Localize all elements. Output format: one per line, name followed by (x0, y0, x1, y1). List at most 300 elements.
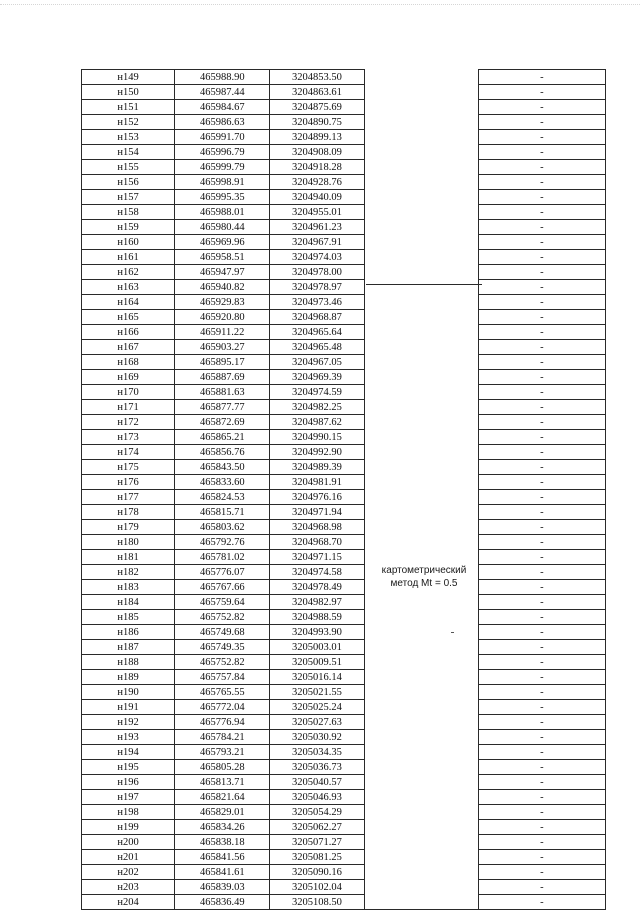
method-cell-empty (364, 595, 478, 610)
accuracy-cell: - (478, 325, 605, 340)
table-row (82, 670, 606, 685)
x-coordinate-cell: 465991.70 (175, 130, 270, 145)
x-coordinate-cell: 465865.21 (175, 430, 270, 445)
method-cell-empty (364, 85, 478, 100)
point-id-cell: н150 (82, 85, 175, 100)
table-row (82, 625, 606, 640)
method-cell-empty (364, 505, 478, 520)
accuracy-cell: - (478, 295, 605, 310)
x-coordinate-cell: 465784.21 (175, 730, 270, 745)
point-id-cell: н195 (82, 760, 175, 775)
table-row (82, 895, 606, 910)
table-row (82, 490, 606, 505)
y-coordinate-cell: 3205009.51 (270, 655, 364, 670)
y-coordinate-cell: 3204968.87 (270, 310, 364, 325)
point-id-cell: н163 (82, 280, 175, 295)
accuracy-cell: - (478, 805, 605, 820)
table-row (82, 340, 606, 355)
accuracy-cell: - (478, 280, 605, 295)
scan-speck (451, 632, 454, 633)
y-coordinate-cell: 3205003.01 (270, 640, 364, 655)
accuracy-cell: - (478, 835, 605, 850)
method-cell-empty (364, 280, 478, 295)
method-cell-empty (364, 325, 478, 340)
x-coordinate-cell: 465843.50 (175, 460, 270, 475)
accuracy-cell: - (478, 385, 605, 400)
accuracy-cell: - (478, 550, 605, 565)
y-coordinate-cell: 3204928.76 (270, 175, 364, 190)
point-id-cell: н170 (82, 385, 175, 400)
method-cell-empty (364, 775, 478, 790)
method-cell-empty (364, 790, 478, 805)
accuracy-cell: - (478, 445, 605, 460)
y-coordinate-cell: 3204890.75 (270, 115, 364, 130)
y-coordinate-cell: 3204978.97 (270, 280, 364, 295)
table-row (82, 565, 606, 580)
accuracy-cell: - (478, 850, 605, 865)
y-coordinate-cell: 3204969.39 (270, 370, 364, 385)
table-row (82, 460, 606, 475)
x-coordinate-cell: 465999.79 (175, 160, 270, 175)
y-coordinate-cell: 3204982.97 (270, 595, 364, 610)
y-coordinate-cell: 3204989.39 (270, 460, 364, 475)
method-cell-empty (364, 430, 478, 445)
point-id-cell: н173 (82, 430, 175, 445)
y-coordinate-cell: 3205021.55 (270, 685, 364, 700)
y-coordinate-cell: 3204961.23 (270, 220, 364, 235)
table-row (82, 70, 606, 85)
accuracy-cell: - (478, 205, 605, 220)
table-row (82, 370, 606, 385)
method-cell-empty (364, 730, 478, 745)
table-row (82, 790, 606, 805)
x-coordinate-cell: 465841.61 (175, 865, 270, 880)
accuracy-cell: - (478, 730, 605, 745)
y-coordinate-cell: 3205025.24 (270, 700, 364, 715)
accuracy-cell: - (478, 415, 605, 430)
method-cell-empty (364, 340, 478, 355)
table-row (82, 400, 606, 415)
method-cell-empty (364, 550, 478, 565)
x-coordinate-cell: 465856.76 (175, 445, 270, 460)
method-cell-empty (364, 160, 478, 175)
table-row (82, 700, 606, 715)
x-coordinate-cell: 465805.28 (175, 760, 270, 775)
accuracy-cell: - (478, 655, 605, 670)
y-coordinate-cell: 3205102.04 (270, 880, 364, 895)
table-row (82, 655, 606, 670)
table-row (82, 385, 606, 400)
accuracy-cell: - (478, 895, 605, 910)
point-id-cell: н162 (82, 265, 175, 280)
x-coordinate-cell: 465752.82 (175, 610, 270, 625)
accuracy-cell: - (478, 490, 605, 505)
point-id-cell: н197 (82, 790, 175, 805)
method-cell-empty (364, 310, 478, 325)
accuracy-cell: - (478, 370, 605, 385)
method-group-divider (366, 284, 482, 285)
accuracy-cell: - (478, 565, 605, 580)
table-row (82, 775, 606, 790)
x-coordinate-cell: 465872.69 (175, 415, 270, 430)
x-coordinate-cell: 465781.02 (175, 550, 270, 565)
table-row (82, 310, 606, 325)
x-coordinate-cell: 465765.55 (175, 685, 270, 700)
table-row (82, 355, 606, 370)
y-coordinate-cell: 3205040.57 (270, 775, 364, 790)
y-coordinate-cell: 3205090.16 (270, 865, 364, 880)
x-coordinate-cell: 465821.64 (175, 790, 270, 805)
y-coordinate-cell: 3205034.35 (270, 745, 364, 760)
x-coordinate-cell: 465929.83 (175, 295, 270, 310)
table-row (82, 745, 606, 760)
accuracy-cell: - (478, 580, 605, 595)
y-coordinate-cell: 3204971.94 (270, 505, 364, 520)
y-coordinate-cell: 3204899.13 (270, 130, 364, 145)
accuracy-cell: - (478, 625, 605, 640)
method-cell-empty (364, 220, 478, 235)
method-cell-empty (364, 295, 478, 310)
table-row (82, 145, 606, 160)
method-cell-empty (364, 670, 478, 685)
point-id-cell: н164 (82, 295, 175, 310)
accuracy-cell: - (478, 220, 605, 235)
accuracy-cell: - (478, 250, 605, 265)
y-coordinate-cell: 3205030.92 (270, 730, 364, 745)
x-coordinate-cell: 465792.76 (175, 535, 270, 550)
x-coordinate-cell: 465772.04 (175, 700, 270, 715)
x-coordinate-cell: 465836.49 (175, 895, 270, 910)
x-coordinate-cell: 465793.21 (175, 745, 270, 760)
x-coordinate-cell: 465834.26 (175, 820, 270, 835)
accuracy-cell: - (478, 820, 605, 835)
x-coordinate-cell: 465776.07 (175, 565, 270, 580)
x-coordinate-cell: 465877.77 (175, 400, 270, 415)
point-id-cell: н160 (82, 235, 175, 250)
table-row (82, 595, 606, 610)
table-row (82, 865, 606, 880)
table-row (82, 715, 606, 730)
accuracy-cell: - (478, 265, 605, 280)
y-coordinate-cell: 3204971.15 (270, 550, 364, 565)
x-coordinate-cell: 465833.60 (175, 475, 270, 490)
table-row (82, 580, 606, 595)
point-id-cell: н185 (82, 610, 175, 625)
table-row (82, 835, 606, 850)
table-row (82, 415, 606, 430)
method-cell-empty (364, 130, 478, 145)
point-id-cell: н199 (82, 820, 175, 835)
point-id-cell: н184 (82, 595, 175, 610)
y-coordinate-cell: 3204987.62 (270, 415, 364, 430)
y-coordinate-cell: 3204982.25 (270, 400, 364, 415)
x-coordinate-cell: 465987.44 (175, 85, 270, 100)
table-row (82, 190, 606, 205)
point-id-cell: н179 (82, 520, 175, 535)
y-coordinate-cell: 3204993.90 (270, 625, 364, 640)
method-cell-empty (364, 460, 478, 475)
y-coordinate-cell: 3205081.25 (270, 850, 364, 865)
method-cell-empty (364, 115, 478, 130)
method-cell-empty (364, 520, 478, 535)
table-row (82, 430, 606, 445)
point-id-cell: н180 (82, 535, 175, 550)
y-coordinate-cell: 3204875.69 (270, 100, 364, 115)
accuracy-cell: - (478, 400, 605, 415)
method-cell-empty (364, 265, 478, 280)
point-id-cell: н182 (82, 565, 175, 580)
x-coordinate-cell: 465980.44 (175, 220, 270, 235)
method-cell-empty (364, 145, 478, 160)
y-coordinate-cell: 3204978.49 (270, 580, 364, 595)
y-coordinate-cell: 3204853.50 (270, 70, 364, 85)
x-coordinate-cell: 465824.53 (175, 490, 270, 505)
method-cell-empty (364, 250, 478, 265)
y-coordinate-cell: 3204988.59 (270, 610, 364, 625)
table-row (82, 130, 606, 145)
y-coordinate-cell: 3204955.01 (270, 205, 364, 220)
accuracy-cell: - (478, 505, 605, 520)
point-id-cell: н174 (82, 445, 175, 460)
accuracy-cell: - (478, 190, 605, 205)
table-row (82, 175, 606, 190)
table-row (82, 100, 606, 115)
point-id-cell: н192 (82, 715, 175, 730)
x-coordinate-cell: 465767.66 (175, 580, 270, 595)
accuracy-cell: - (478, 610, 605, 625)
method-cell-empty (364, 70, 478, 85)
y-coordinate-cell: 3204968.70 (270, 535, 364, 550)
y-coordinate-cell: 3204918.28 (270, 160, 364, 175)
point-id-cell: н154 (82, 145, 175, 160)
x-coordinate-cell: 465995.35 (175, 190, 270, 205)
table-row (82, 205, 606, 220)
point-id-cell: н201 (82, 850, 175, 865)
method-cell-empty (364, 625, 478, 640)
accuracy-cell: - (478, 520, 605, 535)
method-cell-empty (364, 235, 478, 250)
table-row (82, 760, 606, 775)
point-id-cell: н202 (82, 865, 175, 880)
y-coordinate-cell: 3204974.59 (270, 385, 364, 400)
y-coordinate-cell: 3205036.73 (270, 760, 364, 775)
table-row (82, 325, 606, 340)
method-cell-empty (364, 535, 478, 550)
x-coordinate-cell: 465887.69 (175, 370, 270, 385)
point-id-cell: н204 (82, 895, 175, 910)
point-id-cell: н183 (82, 580, 175, 595)
x-coordinate-cell: 465986.63 (175, 115, 270, 130)
method-cell-empty (364, 700, 478, 715)
point-id-cell: н166 (82, 325, 175, 340)
x-coordinate-cell: 465940.82 (175, 280, 270, 295)
point-id-cell: н161 (82, 250, 175, 265)
method-cell-empty (364, 850, 478, 865)
table-row (82, 85, 606, 100)
method-cell-empty (364, 895, 478, 910)
x-coordinate-cell: 465998.91 (175, 175, 270, 190)
table-row (82, 850, 606, 865)
x-coordinate-cell: 465749.35 (175, 640, 270, 655)
point-id-cell: н157 (82, 190, 175, 205)
accuracy-cell: - (478, 100, 605, 115)
method-cell-empty (364, 760, 478, 775)
x-coordinate-cell: 465996.79 (175, 145, 270, 160)
method-cell-empty (364, 415, 478, 430)
x-coordinate-cell: 465752.82 (175, 655, 270, 670)
table-row (82, 550, 606, 565)
point-id-cell: н203 (82, 880, 175, 895)
table-row (82, 640, 606, 655)
accuracy-cell: - (478, 700, 605, 715)
y-coordinate-cell: 3205016.14 (270, 670, 364, 685)
point-id-cell: н165 (82, 310, 175, 325)
point-id-cell: н168 (82, 355, 175, 370)
accuracy-cell: - (478, 340, 605, 355)
accuracy-cell: - (478, 670, 605, 685)
accuracy-cell: - (478, 85, 605, 100)
point-id-cell: н156 (82, 175, 175, 190)
table-row (82, 730, 606, 745)
x-coordinate-cell: 465895.17 (175, 355, 270, 370)
y-coordinate-cell: 3204973.46 (270, 295, 364, 310)
accuracy-cell: - (478, 595, 605, 610)
method-cell-empty (364, 835, 478, 850)
accuracy-cell: - (478, 790, 605, 805)
point-id-cell: н189 (82, 670, 175, 685)
point-id-cell: н172 (82, 415, 175, 430)
y-coordinate-cell: 3204967.91 (270, 235, 364, 250)
accuracy-cell: - (478, 535, 605, 550)
accuracy-cell: - (478, 685, 605, 700)
x-coordinate-cell: 465759.64 (175, 595, 270, 610)
accuracy-cell: - (478, 175, 605, 190)
y-coordinate-cell: 3204976.16 (270, 490, 364, 505)
table-row (82, 685, 606, 700)
point-id-cell: н155 (82, 160, 175, 175)
table-row (82, 445, 606, 460)
accuracy-cell: - (478, 355, 605, 370)
method-cell-empty (364, 715, 478, 730)
point-id-cell: н158 (82, 205, 175, 220)
table-row (82, 880, 606, 895)
y-coordinate-cell: 3204908.09 (270, 145, 364, 160)
y-coordinate-cell: 3204940.09 (270, 190, 364, 205)
accuracy-cell: - (478, 865, 605, 880)
x-coordinate-cell: 465838.18 (175, 835, 270, 850)
method-cell-empty (364, 100, 478, 115)
point-id-cell: н181 (82, 550, 175, 565)
point-id-cell: н187 (82, 640, 175, 655)
accuracy-cell: - (478, 430, 605, 445)
method-cell-empty (364, 865, 478, 880)
table-row (82, 475, 606, 490)
point-id-cell: н188 (82, 655, 175, 670)
accuracy-cell: - (478, 745, 605, 760)
y-coordinate-cell: 3205062.27 (270, 820, 364, 835)
method-cell-empty (364, 655, 478, 670)
accuracy-cell: - (478, 775, 605, 790)
y-coordinate-cell: 3204965.48 (270, 340, 364, 355)
y-coordinate-cell: 3204974.03 (270, 250, 364, 265)
x-coordinate-cell: 465803.62 (175, 520, 270, 535)
point-id-cell: н169 (82, 370, 175, 385)
method-cell (366, 564, 482, 590)
x-coordinate-cell: 465984.67 (175, 100, 270, 115)
point-id-cell: н171 (82, 400, 175, 415)
point-id-cell: н153 (82, 130, 175, 145)
method-cell-empty (364, 475, 478, 490)
y-coordinate-cell: 3205046.93 (270, 790, 364, 805)
y-coordinate-cell: 3205027.63 (270, 715, 364, 730)
table-row (82, 535, 606, 550)
method-cell-empty (364, 175, 478, 190)
table-row (82, 295, 606, 310)
method-cell-empty (364, 400, 478, 415)
y-coordinate-cell: 3204978.00 (270, 265, 364, 280)
x-coordinate-cell: 465988.01 (175, 205, 270, 220)
point-id-cell: н194 (82, 745, 175, 760)
point-id-cell: н193 (82, 730, 175, 745)
method-name: картометрический (381, 565, 467, 576)
accuracy-cell: - (478, 160, 605, 175)
point-id-cell: н198 (82, 805, 175, 820)
y-coordinate-cell: 3205108.50 (270, 895, 364, 910)
method-cell-empty (364, 880, 478, 895)
accuracy-cell: - (478, 310, 605, 325)
point-id-cell: н178 (82, 505, 175, 520)
y-coordinate-cell: 3204967.05 (270, 355, 364, 370)
y-coordinate-cell: 3204863.61 (270, 85, 364, 100)
y-coordinate-cell: 3204990.15 (270, 430, 364, 445)
table-row (82, 520, 606, 535)
scan-artifact-line (0, 4, 640, 9)
point-id-cell: н177 (82, 490, 175, 505)
method-cell-empty (364, 640, 478, 655)
table-row (82, 265, 606, 280)
y-coordinate-cell: 3204992.90 (270, 445, 364, 460)
accuracy-cell: - (478, 460, 605, 475)
point-id-cell: н186 (82, 625, 175, 640)
x-coordinate-cell: 465947.97 (175, 265, 270, 280)
accuracy-cell: - (478, 760, 605, 775)
method-cell-empty (364, 205, 478, 220)
x-coordinate-cell: 465988.90 (175, 70, 270, 85)
table-body (82, 70, 606, 910)
y-coordinate-cell: 3205071.27 (270, 835, 364, 850)
y-coordinate-cell: 3204981.91 (270, 475, 364, 490)
accuracy-cell: - (478, 130, 605, 145)
point-id-cell: н196 (82, 775, 175, 790)
table-row (82, 160, 606, 175)
accuracy-cell: - (478, 715, 605, 730)
table-row (82, 115, 606, 130)
method-cell-empty (364, 685, 478, 700)
table-row (82, 250, 606, 265)
table-row (82, 220, 606, 235)
method-cell-empty (364, 445, 478, 460)
point-id-cell: н200 (82, 835, 175, 850)
accuracy-cell: - (478, 880, 605, 895)
method-cell-empty (364, 745, 478, 760)
x-coordinate-cell: 465969.96 (175, 235, 270, 250)
x-coordinate-cell: 465911.22 (175, 325, 270, 340)
accuracy-cell: - (478, 640, 605, 655)
method-cell-empty (364, 490, 478, 505)
method-cell-empty (364, 385, 478, 400)
table-row (82, 280, 606, 295)
point-id-cell: н176 (82, 475, 175, 490)
